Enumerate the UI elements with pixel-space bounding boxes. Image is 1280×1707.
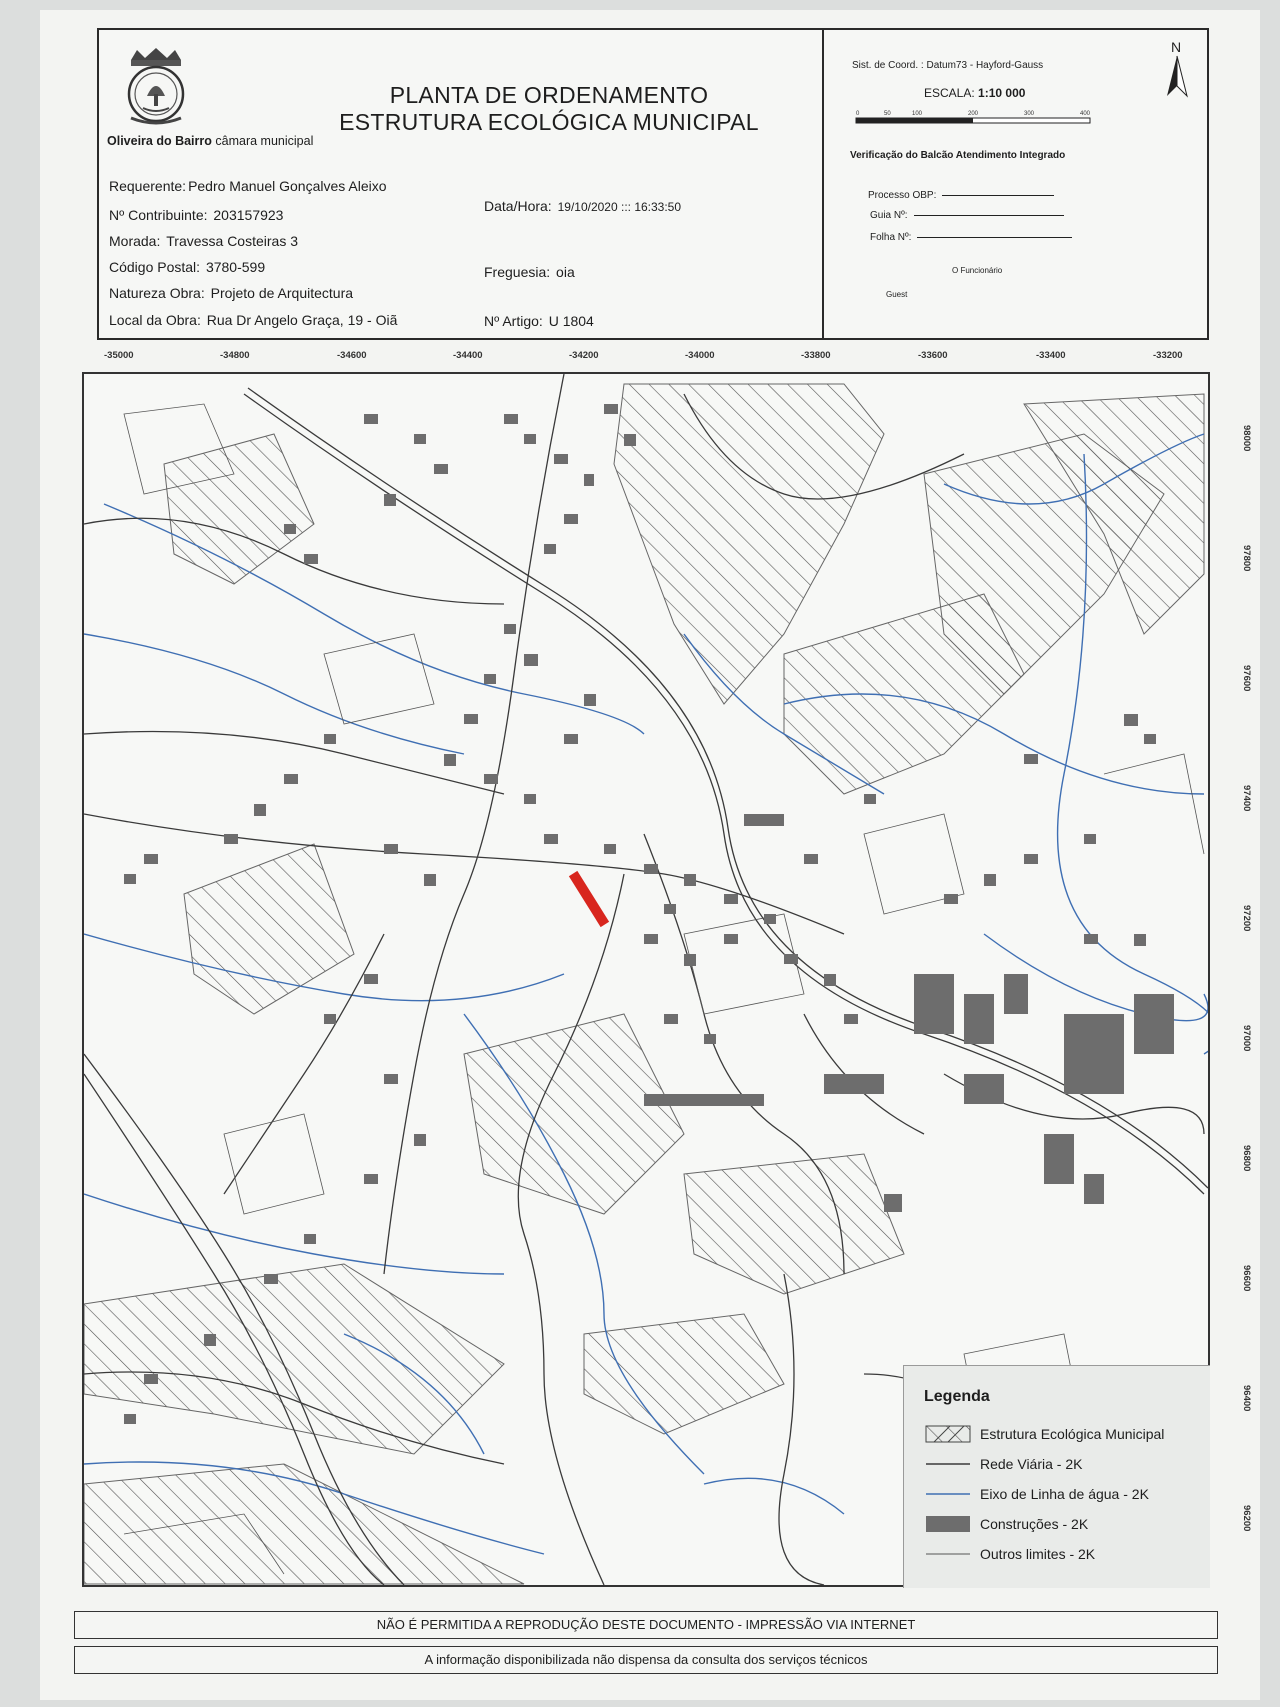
scale-tick: 100 [912,111,923,117]
artigo-field: Nº Artigo: U 1804 [484,313,594,329]
header-info-panel [99,30,824,338]
x-tick-label: -34200 [569,350,599,361]
y-tick-label: 97600 [1241,665,1252,692]
site-location-marker [569,871,609,927]
y-tick-label: 96200 [1241,1505,1252,1532]
y-tick-label: 96600 [1241,1265,1252,1292]
hatch-swatch-icon [924,1424,972,1444]
scale-bar [854,106,1094,128]
x-tick-label: -34400 [453,350,483,361]
legend-item-ecological: Estrutura Ecológica Municipal [924,1424,1164,1444]
x-tick-label: -34800 [220,350,250,361]
map-legend [903,1365,1210,1588]
requerente-field: Requerente: Pedro Manuel Gonçalves Aleixo [109,178,387,194]
funcionario-label: O Funcionário [952,266,1003,275]
scale-tick: 400 [1080,111,1091,117]
freguesia-field: Freguesia: oia [484,264,575,280]
legend-title: Legenda [924,1388,990,1405]
plan-subtitle: ESTRUTURA ECOLÓGICA MUNICIPAL [339,109,759,135]
information-disclaimer: A informação disponibilizada não dispensa da consulta dos serviços técnicos [74,1646,1218,1674]
scale-readout: ESCALA: 1:10 000 [924,86,1026,100]
scale-tick: 0 [856,111,860,117]
scale-tick: 200 [968,111,979,117]
datahora-field: Data/Hora: 19/10/2020 ::: 16:33:50 [484,198,682,214]
guest-label: Guest [886,290,908,299]
local-obra-field: Local da Obra: Rua Dr Angelo Graça, 19 - Oiã [109,312,398,328]
y-tick-label: 97000 [1241,1025,1252,1052]
natureza-field: Natureza Obra: Projeto de Arquitectura [109,285,354,301]
verification-title: Verificação do Balcão Atendimento Integrado [850,150,1066,161]
coord-system: Sist. de Coord. : Datum73 - Hayford-Gauss [852,60,1044,71]
svg-text:N: N [1171,39,1182,55]
x-tick-label: -33800 [801,350,831,361]
header-block [97,28,1209,340]
x-tick-label: -34000 [685,350,715,361]
y-tick-label: 96800 [1241,1145,1252,1172]
y-tick-label: 97800 [1241,545,1252,572]
processo-field: Processo OBP: [868,190,1054,201]
road-line-swatch-icon [924,1454,972,1474]
plan-title: PLANTA DE ORDENAMENTO [389,82,709,108]
y-tick-label: 97200 [1241,905,1252,932]
municipality-name: Oliveira do Bairro câmara municipal [107,134,314,148]
water-line-swatch-icon [924,1484,972,1504]
building-fill-swatch-icon [924,1514,972,1534]
x-tick-label: -33200 [1153,350,1183,361]
x-tick-label: -34600 [337,350,367,361]
north-arrow-icon [1159,36,1195,100]
y-tick-label: 96400 [1241,1385,1252,1412]
x-tick-label: -35000 [104,350,134,361]
reproduction-notice: NÃO É PERMITIDA A REPRODUÇÃO DESTE DOCUMENTO - IMPRESSÃO VIA INTERNET [74,1611,1218,1639]
limit-line-swatch-icon [924,1544,972,1564]
x-tick-label: -33600 [918,350,948,361]
folha-field: Folha Nº: [870,232,1072,243]
codigo-postal-field: Código Postal: 3780-599 [109,259,266,275]
guia-field: Guia Nº: [870,210,1064,221]
legend-item-water: Eixo de Linha de água - 2K [924,1484,1149,1504]
x-tick-label: -33400 [1036,350,1066,361]
legend-item-buildings: Construções - 2K [924,1514,1088,1534]
contribuinte-field: Nº Contribuinte: 203157923 [109,207,284,223]
scale-tick: 300 [1024,111,1035,117]
verification-panel [824,30,1207,338]
y-tick-label: 98000 [1241,425,1252,452]
legend-item-roads: Rede Viária - 2K [924,1454,1082,1474]
morada-field: Morada: Travessa Costeiras 3 [109,233,298,249]
legend-item-limits: Outros limites - 2K [924,1544,1095,1564]
scale-tick: 50 [884,111,891,117]
y-tick-label: 97400 [1241,785,1252,812]
municipal-crest-icon [117,46,195,132]
